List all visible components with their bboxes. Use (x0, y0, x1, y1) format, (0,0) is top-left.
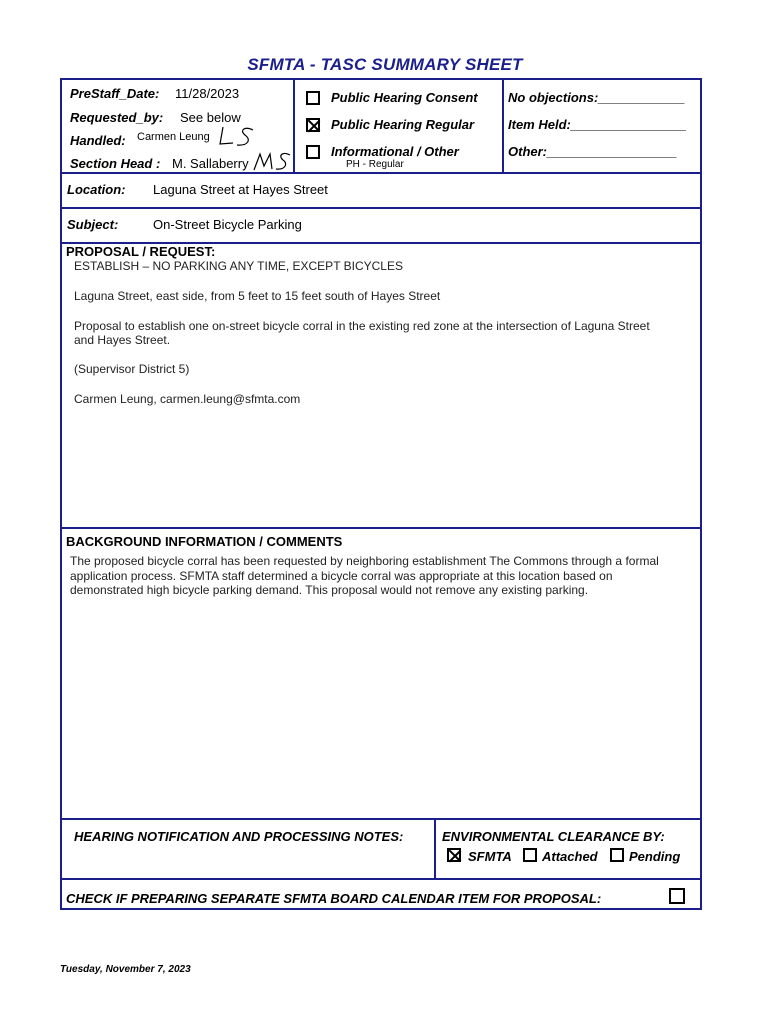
background-line: application process. SFMTA staff determined a bicycle corral was appropriate at this location based on (70, 569, 613, 583)
item-held-field: Item Held:________________ (508, 117, 687, 132)
divider (62, 818, 700, 820)
location-label: Location: (67, 182, 126, 197)
proposal-line: (Supervisor District 5) (74, 362, 190, 376)
env-pending-label: Pending (629, 849, 681, 864)
board-calendar-checkbox[interactable] (669, 888, 685, 904)
section-head-label: Section Head : (70, 156, 161, 171)
other-field: Other:__________________ (508, 144, 678, 159)
env-sfmta-checkbox[interactable] (447, 848, 461, 862)
background-line: demonstrated high bicycle parking demand. This proposal would not remove any existing parking. (70, 583, 589, 597)
public-hearing-consent-checkbox[interactable] (306, 91, 320, 105)
background-line: The proposed bicycle corral has been requested by neighboring establishment The Commons through a formal (70, 554, 659, 568)
location-value: Laguna Street at Hayes Street (153, 182, 328, 197)
proposal-line: and Hayes Street. (74, 333, 171, 347)
hearing-note: PH - Regular (346, 159, 404, 170)
handled-label: Handled: (70, 133, 126, 148)
env-pending-checkbox[interactable] (610, 848, 624, 862)
handled-value: Carmen Leung (137, 131, 210, 143)
public-hearing-regular-checkbox[interactable] (306, 118, 320, 132)
footer-date: Tuesday, November 7, 2023 (60, 964, 191, 975)
divider (434, 818, 436, 878)
proposal-line: Proposal to establish one on-street bicycle corral in the existing red zone at the intersection of Laguna Street (74, 319, 650, 333)
divider (62, 207, 700, 209)
requested-by-label: Requested_by: (70, 110, 164, 125)
env-attached-label: Attached (542, 849, 598, 864)
proposal-line: Laguna Street, east side, from 5 feet to 15 feet south of Hayes Street (74, 289, 441, 303)
divider (62, 878, 700, 880)
env-sfmta-label: SFMTA (468, 849, 512, 864)
initials-signature-icon (252, 150, 294, 172)
no-objections-field: No objections:____________ (508, 90, 686, 105)
section-head-value: M. Sallaberry (172, 156, 249, 171)
background-heading: BACKGROUND INFORMATION / COMMENTS (66, 534, 343, 549)
divider (62, 527, 700, 529)
divider (62, 172, 700, 174)
divider (502, 80, 504, 172)
hearing-notes-label: HEARING NOTIFICATION AND PROCESSING NOTES: (74, 829, 404, 844)
informational-other-checkbox[interactable] (306, 145, 320, 159)
board-calendar-label: CHECK IF PREPARING SEPARATE SFMTA BOARD CALENDAR ITEM FOR PROPOSAL: (66, 891, 602, 906)
proposal-heading: PROPOSAL / REQUEST: (66, 244, 216, 259)
environmental-clearance-label: ENVIRONMENTAL CLEARANCE BY: (442, 829, 665, 844)
sheet-title: SFMTA - TASC SUMMARY SHEET (247, 55, 523, 74)
prestaff-date-label: PreStaff_Date: (70, 86, 160, 101)
proposal-line: ESTABLISH – NO PARKING ANY TIME, EXCEPT BICYCLES (74, 259, 403, 273)
subject-value: On-Street Bicycle Parking (153, 217, 302, 232)
subject-label: Subject: (67, 217, 119, 232)
env-attached-checkbox[interactable] (523, 848, 537, 862)
public-hearing-consent-label: Public Hearing Consent (331, 90, 478, 105)
summary-form (60, 78, 702, 910)
proposal-line: Carmen Leung, carmen.leung@sfmta.com (74, 392, 301, 406)
requested-by-value: See below (180, 110, 241, 125)
public-hearing-regular-label: Public Hearing Regular (331, 117, 475, 132)
prestaff-date-value: 11/28/2023 (175, 86, 240, 101)
initials-signature-icon (217, 124, 259, 150)
informational-other-label: Informational / Other (331, 144, 459, 159)
